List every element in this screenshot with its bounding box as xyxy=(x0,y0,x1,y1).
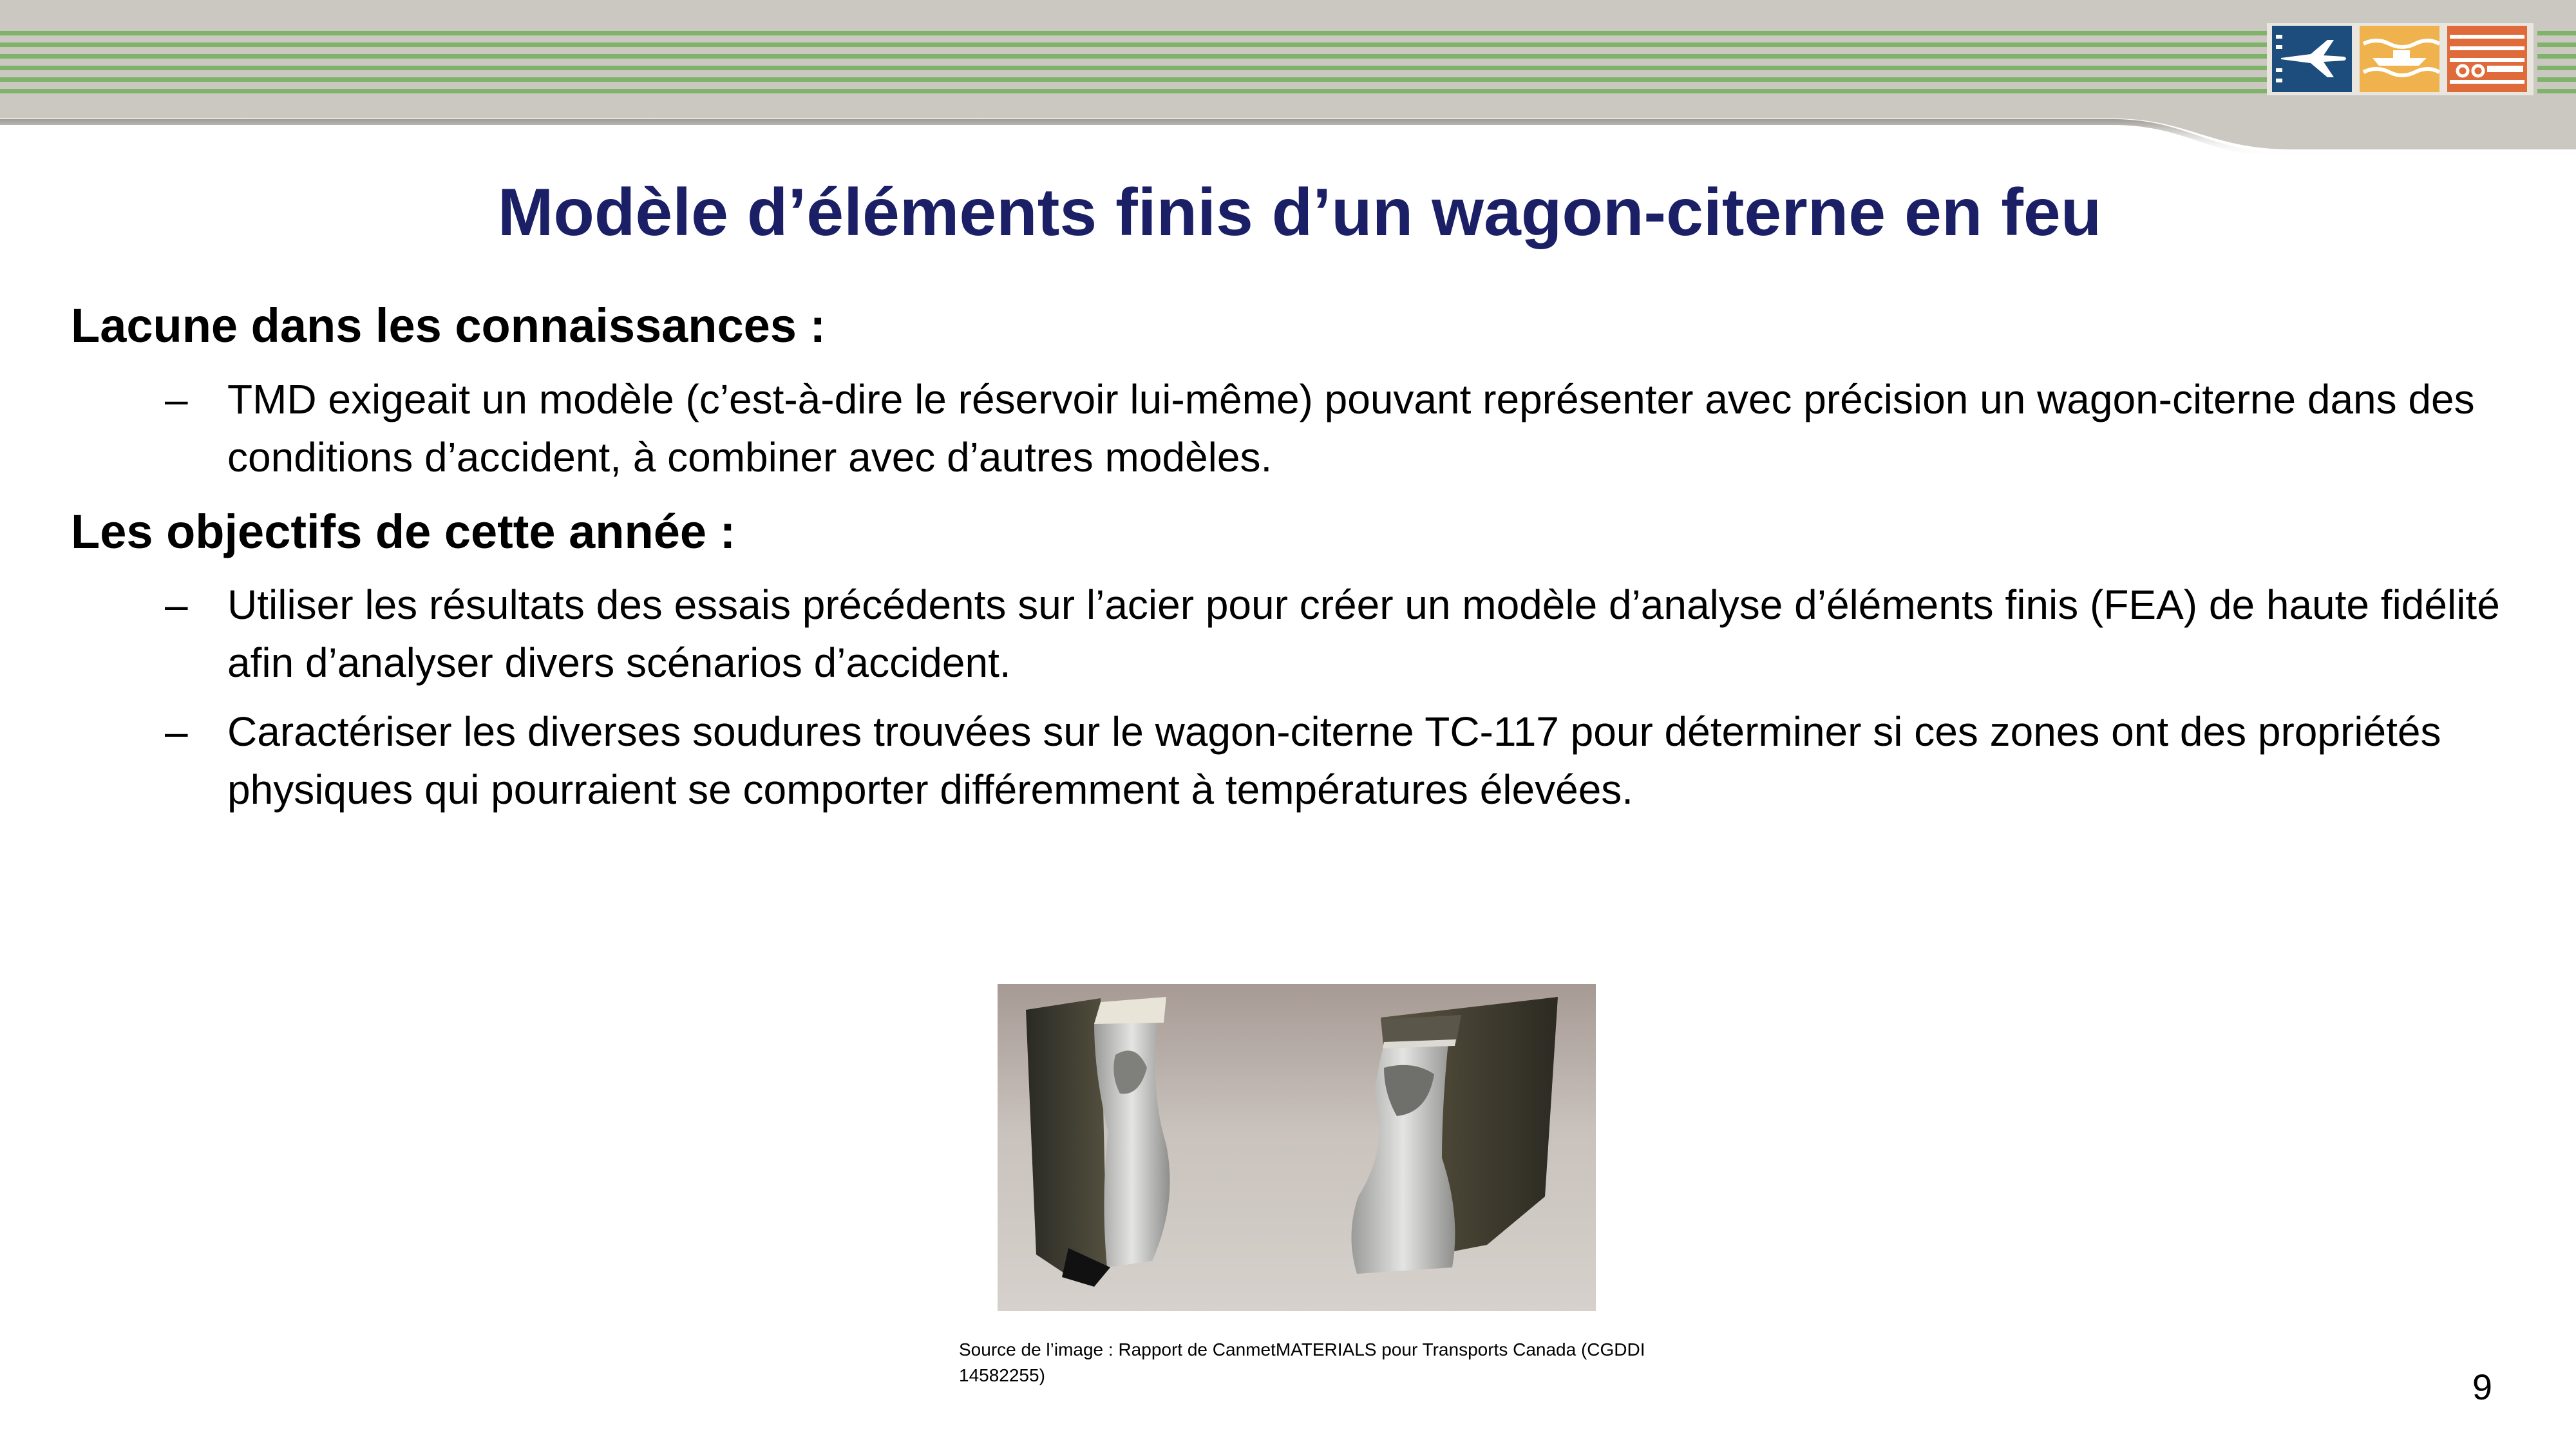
transport-logo xyxy=(2272,26,2536,92)
image-source-caption: Source de l’image : Rapport de CanmetMATERIALS pour Transports Canada (CGDDI 14582255) xyxy=(959,1340,1645,1385)
slide-title: Modèle d’éléments finis d’un wagon-citerne en feu xyxy=(497,175,2102,250)
bullet-item xyxy=(165,703,2535,819)
train-rail-icon xyxy=(2447,26,2527,92)
header-band xyxy=(0,0,2576,155)
section-heading-knowledge-gap: Lacune dans les connaissances : xyxy=(71,299,826,352)
bullet-item xyxy=(165,576,2535,692)
airplane-icon xyxy=(2272,26,2352,92)
bullet-item xyxy=(165,370,2535,486)
bullet-dash: – xyxy=(165,708,188,755)
bullet-text: TMD exigeait un modèle (c’est-à-dire le réservoir lui-même) pouvant représenter avec précision un wagon-citerne dans des conditions d’accident, à combiner avec d’autres modèles. xyxy=(227,376,2475,480)
weld-specimen-photo xyxy=(998,984,1596,1311)
bullet-text: Caractériser les diverses soudures trouvées sur le wagon-citerne TC-117 pour déterminer si ces zones ont des propriétés physiques qui pourraient se comporter différemment à températures élevées. xyxy=(227,708,2441,813)
bullet-dash: – xyxy=(165,376,188,422)
page-number: 9 xyxy=(2472,1367,2492,1407)
ship-on-water-icon xyxy=(2360,26,2439,92)
bullet-dash: – xyxy=(165,582,188,628)
section-heading-objectives: Les objectifs de cette année : xyxy=(71,505,736,558)
bullet-text: Utiliser les résultats des essais précédents sur l’acier pour créer un modèle d’analyse d’éléments finis (FEA) de haute fidélité afin d’analyser divers scénarios d’accident. xyxy=(227,582,2500,686)
